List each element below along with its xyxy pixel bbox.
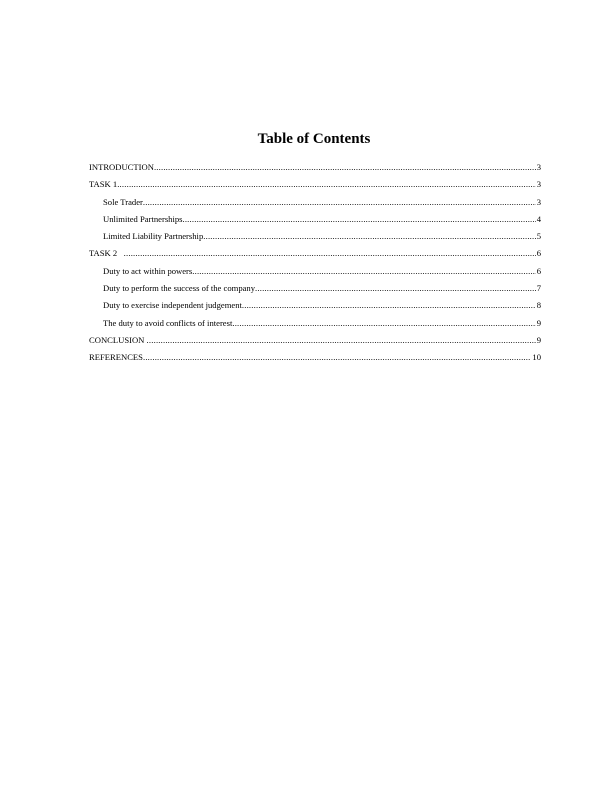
toc-dot-leader	[147, 332, 536, 349]
toc-entry-page-number[interactable]: 3	[536, 196, 541, 207]
toc-dot-leader	[182, 211, 535, 228]
toc-entry-page-number[interactable]: 6	[536, 265, 541, 276]
toc-dot-leader	[203, 228, 535, 245]
toc-dot-leader	[192, 263, 535, 280]
toc-entry-label[interactable]: Limited Liability Partnership	[103, 231, 204, 242]
toc-entry-label[interactable]: Duty to exercise independent judgement	[103, 300, 242, 311]
toc-dot-leader	[255, 280, 536, 297]
toc-entry-label[interactable]: CONCLUSION	[89, 334, 147, 345]
toc-entry-page-number[interactable]: 6	[536, 248, 541, 259]
toc-entry[interactable]	[89, 315, 541, 332]
toc-entry-page-number[interactable]: 7	[536, 283, 541, 294]
toc-dot-leader	[232, 315, 535, 332]
toc-entry-label[interactable]: Sole Trader	[103, 196, 143, 207]
toc-entry[interactable]	[89, 194, 541, 211]
toc-entry[interactable]	[89, 349, 541, 366]
toc-entry[interactable]	[89, 263, 541, 280]
toc-entry-label[interactable]: REFERENCES	[89, 352, 143, 363]
toc-entry-page-number[interactable]: 8	[536, 300, 541, 311]
toc-entry[interactable]	[89, 280, 541, 297]
toc-entry-page-number[interactable]: 5	[536, 231, 541, 242]
toc-dot-leader	[154, 159, 536, 176]
toc-entry-label[interactable]: The duty to avoid conflicts of interest	[103, 317, 233, 328]
toc-list	[89, 159, 541, 367]
toc-entry[interactable]	[89, 211, 541, 228]
toc-entry-label[interactable]: INTRODUCTION	[89, 162, 154, 172]
toc-entry-page-number[interactable]: 3	[536, 162, 541, 172]
toc-entry[interactable]	[89, 176, 541, 193]
toc-dot-leader	[143, 194, 536, 211]
toc-dot-leader	[124, 245, 536, 262]
toc-entry-page-number[interactable]: 10	[532, 352, 541, 363]
toc-entry-page-number[interactable]: 3	[536, 179, 541, 190]
toc-entry-label[interactable]: Unlimited Partnerships	[103, 213, 183, 224]
toc-title: Table of Contents	[257, 131, 371, 147]
toc-entry-page-number[interactable]: 9	[536, 317, 541, 328]
toc-entry-label[interactable]: TASK 1	[89, 179, 118, 190]
toc-entry[interactable]	[89, 228, 541, 245]
toc-entry-label[interactable]: Duty to act within powers	[103, 265, 193, 276]
toc-entry-page-number[interactable]: 9	[536, 334, 541, 345]
toc-entry-page-number[interactable]: 4	[536, 213, 541, 224]
toc-dot-leader	[242, 297, 536, 314]
toc-entry-label[interactable]: TASK 2	[89, 248, 124, 259]
toc-entry[interactable]	[89, 297, 541, 314]
toc-dot-leader	[143, 349, 531, 366]
toc-entry[interactable]	[89, 332, 541, 349]
toc-entry-label[interactable]: Duty to perform the success of the company	[103, 283, 256, 294]
toc-entry[interactable]	[89, 159, 541, 176]
toc-entry[interactable]	[89, 245, 541, 262]
toc-dot-leader	[117, 176, 536, 193]
